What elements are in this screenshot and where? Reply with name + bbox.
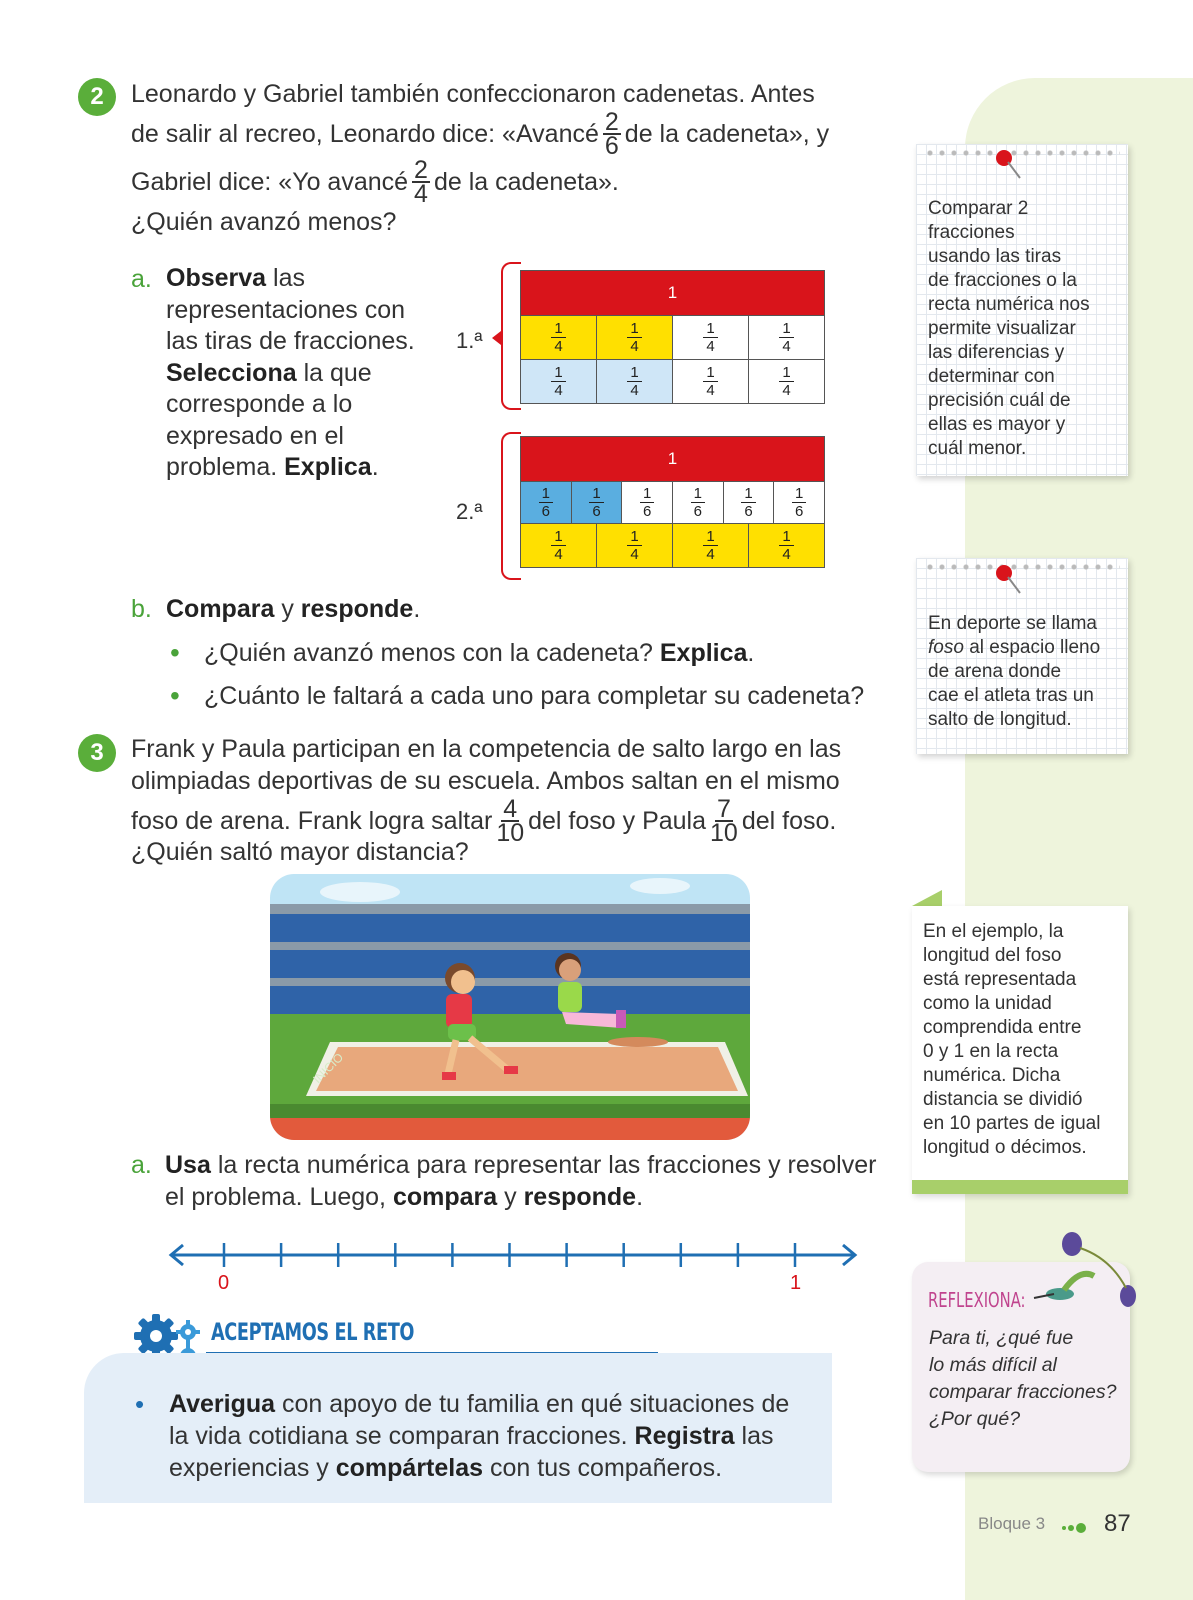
fraction-7-10: $\frac{7}{10}$ <box>710 795 738 847</box>
note-line: precisión cuál de <box>928 390 1071 411</box>
strip-cell: 1 4 <box>749 316 824 359</box>
strip-bracket-1 <box>501 262 521 410</box>
note-line: ellas es mayor y <box>928 414 1066 435</box>
note-line: salto de longitud. <box>928 709 1072 730</box>
number-line-label-1: 1 <box>790 1272 802 1294</box>
part-a-letter: a. <box>131 265 152 293</box>
note-line: ¿Por qué? <box>929 1408 1021 1430</box>
note-line: como la unidad <box>923 993 1052 1014</box>
note-line: determinar con <box>928 366 1055 387</box>
strip-quarters-blue <box>520 360 825 404</box>
part-b-question-2: • ¿Cuánto le faltará a cada uno para completar su cadeneta? <box>204 680 864 712</box>
note-line: está representada <box>923 969 1077 990</box>
part-b-question-1: • ¿Quién avanzó menos con la cadeneta? Explica. <box>204 637 754 669</box>
footer-bloque: Bloque 3 <box>978 1514 1046 1533</box>
strip-pointer-1 <box>492 331 501 345</box>
note-line: distancia se dividió <box>923 1089 1083 1110</box>
section-3-badge: 3 <box>78 734 116 772</box>
bullet: • <box>135 1389 145 1419</box>
strip-sixths <box>520 482 825 524</box>
section-3-question: ¿Quién saltó mayor distancia? <box>131 838 469 866</box>
strip-cell: 1 4 <box>749 360 824 403</box>
fraction-4-10: $\frac{4}{10}$ <box>496 795 525 847</box>
note-line: permite visualizar <box>928 318 1076 339</box>
section-2-badge: 2 <box>78 78 116 116</box>
strip-cell: 1 6 <box>572 482 623 523</box>
note-line: recta numérica nos <box>928 294 1090 315</box>
strip-cell: 1 4 <box>673 524 749 567</box>
challenge-text: • Averigua con apoyo de tu familia en qué situaciones de la vida cotidiana se comparan fracciones. Registra las experiencias y compártelas con tus compañeros. <box>135 1389 790 1482</box>
number-line-label-0: 0 <box>218 1272 230 1294</box>
fraction-2-4: $\frac{2}{4}$ <box>414 156 428 208</box>
section-3-line-1: Frank y Paula participan en la competencia de salto largo en las <box>131 735 842 763</box>
strip-cell: 1 4 <box>597 316 673 359</box>
strip-quarters-yellow <box>520 316 825 360</box>
part-b-letter: b. <box>131 595 152 623</box>
strip-cell: 1 6 <box>673 482 724 523</box>
inicio-label: INICIO <box>310 1050 347 1087</box>
strip-cell: 1 4 <box>597 524 673 567</box>
hummingbird-icon <box>1030 1228 1140 1308</box>
strip-cell: 1 4 <box>673 360 749 403</box>
note-line: fracciones <box>928 222 1015 243</box>
strip-cell: 1 6 <box>774 482 824 523</box>
note-line: Comparar 2 <box>928 198 1029 219</box>
number-line-svg <box>165 1238 861 1272</box>
pushpin-icon <box>994 148 1024 182</box>
fraction-strips-2 <box>520 436 825 568</box>
note-1-text <box>928 197 1124 461</box>
note-line: de arena donde <box>928 661 1062 682</box>
note-line: En el ejemplo, la <box>923 921 1064 942</box>
strip-label-1: 1.ª <box>456 328 483 353</box>
note-line: las diferencias y <box>928 342 1065 363</box>
strip-cell: 1 4 <box>521 360 597 403</box>
strip-cell: 1 4 <box>597 360 673 403</box>
strip-cell: 1 4 <box>673 316 749 359</box>
note-line: en 10 partes de igual <box>923 1113 1101 1134</box>
strip-cell: 1 4 <box>749 524 824 567</box>
section-2-line-2: de salir al recreo, Leonardo dice: «Avancé $\frac{2}{6}$ de la cadeneta», y <box>131 108 830 160</box>
note-line: longitud o décimos. <box>923 1137 1087 1158</box>
strip-whole: 1 <box>520 270 825 316</box>
note-line: usando las tiras <box>928 246 1062 267</box>
strip-cell: 1 6 <box>622 482 673 523</box>
strip-quarters-yellow-2 <box>520 524 825 568</box>
long-jump-scene <box>270 874 750 1140</box>
strip-cell: 1 4 <box>521 316 597 359</box>
note-3-text <box>923 920 1123 1160</box>
note-line: de fracciones o la <box>928 270 1077 291</box>
section-3-line-3: foso de arena. Frank logra saltar $\frac{4}{10}$ del foso y Paula $\frac{7}{10}$ del foso. <box>131 795 837 847</box>
note-3-wavy-border <box>912 1180 1128 1194</box>
note-3-corner <box>912 890 942 906</box>
section-2-question: ¿Quién avanzó menos? <box>131 208 397 236</box>
fraction-strips-1 <box>520 270 825 404</box>
note-line: comparar fracciones? <box>929 1381 1117 1403</box>
page-number: 87 <box>1104 1510 1131 1537</box>
pushpin-icon <box>994 563 1024 597</box>
fraction-2-6: $\frac{2}{6}$ <box>604 108 619 160</box>
long-jump-illustration <box>270 874 750 1140</box>
note-line: cae el atleta tras un <box>928 685 1094 706</box>
strip-bracket-2 <box>501 432 521 580</box>
reflexiona-text <box>929 1325 1129 1433</box>
section-3-part-a-letter: a. <box>131 1151 152 1179</box>
reflexiona-title: REFLEXIONA: <box>928 1288 1026 1312</box>
note-line: cuál menor. <box>928 438 1027 459</box>
strip-cell: 1 4 <box>521 524 597 567</box>
strip-label-2: 2.ª <box>456 499 483 524</box>
strip-cell: 1 6 <box>521 482 572 523</box>
section-3-line-2: olimpiadas deportivas de su escuela. Ambos saltan en el mismo <box>131 767 840 795</box>
note-line: numérica. Dicha <box>923 1065 1061 1086</box>
footer-dots-icon <box>1060 1520 1090 1530</box>
number-line <box>165 1238 861 1272</box>
strip-whole: 1 <box>520 436 825 482</box>
challenge-title: ACEPTAMOS EL RETO <box>211 1318 415 1346</box>
note-line: longitud del foso <box>923 945 1062 966</box>
section-3-part-a-text: Usa la recta numérica para representar las fracciones y resolver el problema. Luego, compara y responde. <box>165 1151 877 1211</box>
note-line: lo más difícil al <box>929 1354 1057 1376</box>
note-line: 0 y 1 en la recta <box>923 1041 1059 1062</box>
strip-cell: 1 6 <box>724 482 775 523</box>
section-2-line-1: Leonardo y Gabriel también confeccionaron cadenetas. Antes <box>131 80 815 108</box>
part-a-text: Observa las representaciones con las tiras de fracciones. Selecciona la que corresponde a lo expresado en el problema. Explica. <box>166 264 415 481</box>
note-2-text: En deporte se llama foso al espacio lleno de arena donde cae el atleta tras un salto de longitud. <box>928 612 1124 732</box>
note-line: Para ti, ¿qué fue <box>929 1327 1074 1349</box>
note-line: comprendida entre <box>923 1017 1082 1038</box>
part-b-title: Compara y responde. <box>166 595 421 623</box>
section-2-line-3: Gabriel dice: «Yo avancé $\frac{2}{4}$ de la cadeneta». <box>131 156 619 208</box>
